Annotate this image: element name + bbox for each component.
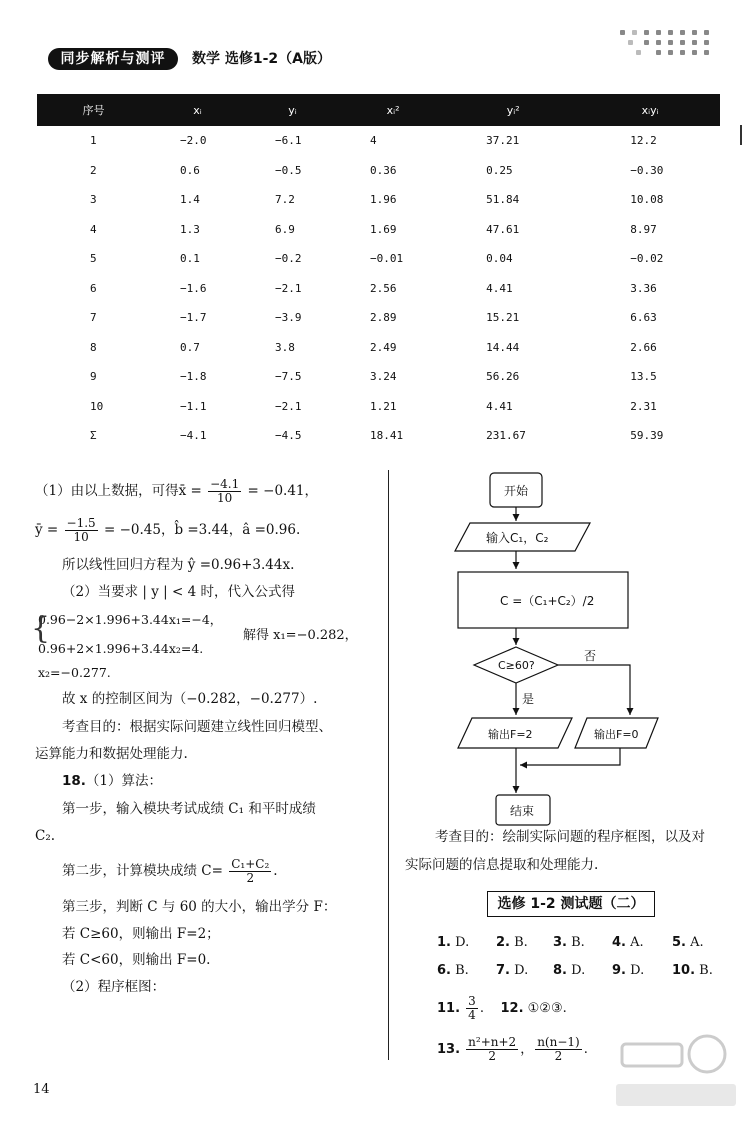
answer-item	[612, 963, 644, 978]
table-cell: 37.21	[486, 134, 520, 148]
table-cell: 2	[90, 163, 97, 177]
answer-item	[437, 963, 469, 978]
decision-label: C≥60?	[498, 659, 535, 672]
column-divider	[388, 470, 389, 1060]
fraction: $\frac{n(n-1)}{2}$	[537, 1035, 580, 1063]
branch-yes-label: 是	[522, 692, 535, 706]
answer-item	[496, 963, 528, 978]
table-cell: 1.69	[370, 222, 397, 236]
table-cell: 1.3	[180, 222, 200, 236]
fraction: $\frac{-4.1}{10}$	[210, 477, 240, 505]
table-cell: 4.41	[486, 281, 513, 295]
table-cell: 1.96	[370, 193, 397, 207]
table-cell: 12.2	[630, 134, 657, 148]
input-label: 输入C₁，C₂	[486, 531, 549, 545]
answer-value: A.	[690, 935, 704, 950]
table-row	[37, 333, 720, 363]
output-no-label: 输出F=0	[594, 728, 639, 741]
answer-value: B.	[571, 935, 585, 950]
table-row	[37, 362, 720, 392]
table-cell: 1.4	[180, 193, 200, 207]
answer-number: 2.	[496, 935, 510, 950]
fraction: $\frac{\text{n²+n+2}}{2}$	[468, 1035, 517, 1063]
table-row	[37, 244, 720, 274]
table-row	[37, 421, 720, 451]
column-header: xᵢ²	[340, 94, 446, 126]
solution-line: （2）程序框图：	[62, 979, 166, 995]
table-row	[37, 156, 720, 186]
answer-number: 10.	[672, 963, 696, 978]
table-row	[37, 274, 720, 304]
table-cell: −2.1	[275, 281, 302, 295]
brace: {	[31, 611, 51, 646]
solution-line: C₂.	[35, 828, 56, 844]
table-cell: Σ	[90, 429, 97, 443]
table-cell: 0.7	[180, 340, 200, 354]
solution-line: 第一步，输入模块考试成绩 C₁ 和平时成绩	[62, 801, 316, 817]
table-cell: −0.02	[630, 252, 664, 266]
answer-number: 1.	[437, 935, 451, 950]
solution-line: 运算能力和数据处理能力.	[35, 746, 188, 762]
answer-number: 4.	[612, 935, 626, 950]
table-row	[37, 126, 720, 156]
data-table	[37, 94, 720, 451]
table-cell: 10.08	[630, 193, 664, 207]
table-cell: 59.39	[630, 429, 664, 443]
equation-line: 0.96+2×1.996+3.44x₂=4.	[38, 641, 204, 656]
table-cell: 2.49	[370, 340, 397, 354]
answer-item	[672, 935, 704, 950]
table-cell: 47.61	[486, 222, 520, 236]
table-cell: 7.2	[275, 193, 295, 207]
table-cell: 3.8	[275, 340, 295, 354]
answer-item	[553, 963, 585, 978]
table-cell: −6.1	[275, 134, 302, 148]
table-cell: −0.30	[630, 163, 664, 177]
fraction: $\frac{3}{4}$	[468, 994, 476, 1022]
table-row	[37, 303, 720, 333]
fraction: $\frac{-1.5}{10}$	[66, 516, 96, 544]
answer-number: 8.	[553, 963, 567, 978]
table-cell: −1.8	[180, 370, 207, 384]
table-cell: 231.67	[486, 429, 526, 443]
column-header: yᵢ	[245, 94, 340, 126]
solution-line: 所以线性回归方程为 ŷ =0.96+3.44x.	[62, 557, 295, 573]
flowchart	[440, 465, 670, 830]
table-cell: −1.1	[180, 399, 207, 413]
answer-number: 9.	[612, 963, 626, 978]
margin-mark	[740, 125, 742, 145]
solution-line: 第三步，判断 C 与 60 的大小，输出学分 F：	[62, 899, 337, 915]
branch-no-label: 否	[584, 649, 597, 663]
table-cell: −4.5	[275, 429, 302, 443]
end-label: 结束	[510, 804, 535, 818]
solution-line: 考查目的：根据实际问题建立线性回归模型、	[62, 719, 332, 735]
page-number: 14	[33, 1082, 50, 1097]
table-cell: −1.7	[180, 311, 207, 325]
table-row	[37, 392, 720, 422]
equation-line: 0.96−2×1.996+3.44x₁=−4，	[38, 612, 223, 627]
solution-line: （1）由以上数据，可得x̄ = $\frac{-4.1}{10}$ = −0.41，	[35, 477, 319, 505]
table-cell: 2.31	[630, 399, 657, 413]
header-decoration	[600, 26, 710, 66]
answer-value: D.	[514, 963, 529, 978]
table-cell: 8.97	[630, 222, 657, 236]
column-header: 序号	[37, 94, 150, 126]
table-body	[37, 126, 720, 451]
answer-11: 11. $\frac{3}{4}$ . 12. ①②③.	[437, 994, 567, 1022]
answer-value: B.	[699, 963, 713, 978]
table-cell: 6.63	[630, 311, 657, 325]
table-cell: 14.44	[486, 340, 520, 354]
table-cell: −0.01	[370, 252, 404, 266]
table-cell: 0.04	[486, 252, 513, 266]
table-cell: 10	[90, 399, 104, 413]
table-cell: −2.1	[275, 399, 302, 413]
table-cell: 5	[90, 252, 97, 266]
series-badge: 同步解析与测评	[48, 48, 178, 70]
answer-value: D.	[630, 963, 645, 978]
table-cell: −4.1	[180, 429, 207, 443]
answer-value: B.	[514, 935, 528, 950]
table-cell: −3.9	[275, 311, 302, 325]
answer-value: D.	[571, 963, 586, 978]
solution-line: x₂=−0.277.	[38, 665, 111, 680]
solution-line: 若 C<60，则输出 F=0.	[62, 952, 211, 968]
table-cell: 6.9	[275, 222, 295, 236]
table-cell: 7	[90, 311, 97, 325]
answer-number: 5.	[672, 935, 686, 950]
process-label: C =（C₁+C₂）/2	[500, 594, 595, 608]
table-row	[37, 215, 720, 245]
solution-line: ȳ = $\frac{-1.5}{10}$ = −0.45，b̂ =3.44，â =0.96.	[35, 516, 301, 544]
column-header: yᵢ²	[446, 94, 580, 126]
answer-number: 6.	[437, 963, 451, 978]
table-cell: 13.5	[630, 370, 657, 384]
answer-number: 3.	[553, 935, 567, 950]
table-cell: 4	[370, 134, 377, 148]
table-cell: 2.89	[370, 311, 397, 325]
purpose-line: 实际问题的信息提取和处理能力.	[405, 857, 599, 873]
answer-number: 7.	[496, 963, 510, 978]
table-cell: 1	[90, 134, 97, 148]
fraction: $\frac{\text{C₁+C₂}}{2}$	[231, 857, 270, 885]
table-cell: 4	[90, 222, 97, 236]
table-cell: 0.1	[180, 252, 200, 266]
table-cell: 18.41	[370, 429, 404, 443]
table-cell: −0.2	[275, 252, 302, 266]
solution-line: 第二步，计算模块成绩 C= $\frac{\text{C₁+C₂}}{2}$ .	[62, 857, 278, 885]
answer-item	[612, 935, 644, 950]
table-cell: −7.5	[275, 370, 302, 384]
start-label: 开始	[504, 484, 529, 498]
solution-line: 若 C≥60，则输出 F=2；	[62, 926, 220, 942]
table-cell: 15.21	[486, 311, 520, 325]
purpose-line: 考查目的：绘制实际问题的程序框图，以及对	[435, 829, 705, 845]
column-header: xᵢ	[150, 94, 245, 126]
output-yes-label: 输出F=2	[488, 728, 533, 741]
answer-value: D.	[455, 935, 470, 950]
table-cell: 2.66	[630, 340, 657, 354]
table-cell: 2.56	[370, 281, 397, 295]
answer-item	[553, 935, 585, 950]
table-cell: 51.84	[486, 193, 520, 207]
answer-item	[672, 963, 713, 978]
table-cell: 0.6	[180, 163, 200, 177]
table-cell: 3	[90, 193, 97, 207]
page-subtitle: 数学 选修1-2（A版）	[192, 51, 332, 67]
answer-value: A.	[630, 935, 644, 950]
table-cell: 56.26	[486, 370, 520, 384]
table-cell: 1.21	[370, 399, 397, 413]
table-cell: 3.24	[370, 370, 397, 384]
table-cell: −1.6	[180, 281, 207, 295]
table-cell: 9	[90, 370, 97, 384]
table-cell: −0.5	[275, 163, 302, 177]
section-title: 选修 1-2 测试题（二）	[487, 891, 655, 917]
answer-item	[437, 935, 469, 950]
solution-line: （2）当要求 | y | < 4 时，代入公式得	[62, 584, 295, 600]
table-cell: 4.41	[486, 399, 513, 413]
answer-13: 13. $\frac{\text{n²+n+2}}{2}$ ， $\frac{n(n-1)}{2}$ .	[437, 1035, 588, 1063]
table-cell: 6	[90, 281, 97, 295]
column-header: xᵢyᵢ	[580, 94, 720, 126]
table-cell: 3.36	[630, 281, 657, 295]
table-header-row	[37, 94, 720, 126]
answer-value: B.	[455, 963, 469, 978]
table-row	[37, 185, 720, 215]
solution-line: 解得 x₁=−0.282，	[243, 628, 358, 643]
table-cell: 8	[90, 340, 97, 354]
answer-item	[496, 935, 528, 950]
table-cell: −2.0	[180, 134, 207, 148]
problem-heading: 18.（1）算法：	[62, 773, 163, 789]
table-cell: 0.36	[370, 163, 397, 177]
table-cell: 0.25	[486, 163, 513, 177]
solution-line: 故 x 的控制区间为（−0.282，−0.277）.	[62, 691, 318, 707]
watermark-logo	[612, 1026, 742, 1116]
